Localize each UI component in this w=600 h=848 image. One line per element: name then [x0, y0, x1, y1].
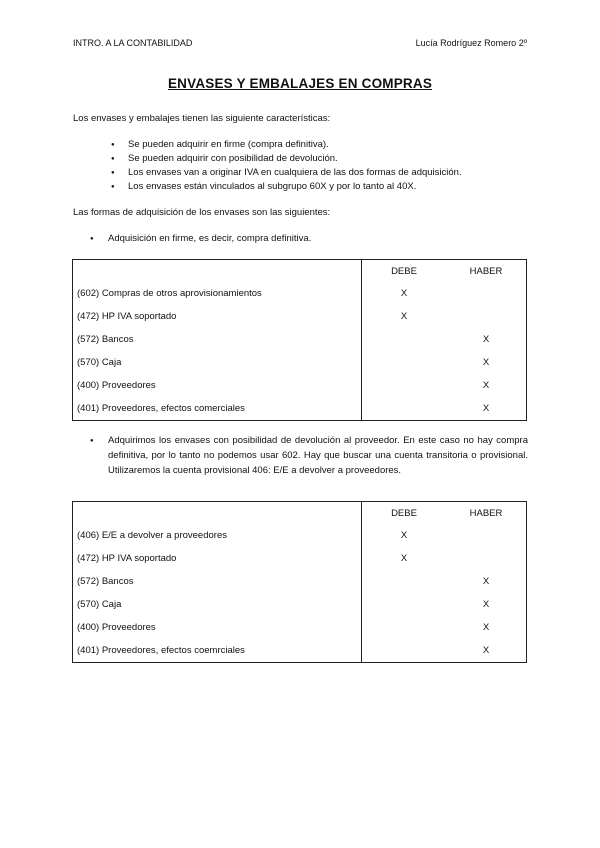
account-cell: (400) Proveedores	[73, 616, 362, 639]
debe-cell	[362, 593, 447, 616]
debe-cell	[362, 351, 447, 374]
account-cell: (602) Compras de otros aprovisionamientos	[73, 282, 362, 305]
debe-cell: X	[400, 553, 408, 564]
debe-cell	[362, 616, 447, 639]
table-header-row	[73, 502, 527, 525]
haber-cell: X	[482, 645, 490, 656]
features-list	[128, 138, 462, 194]
debe-cell: X	[400, 530, 408, 541]
debe-cell	[362, 374, 447, 397]
header-subject: INTRO. A LA CONTABILIDAD	[73, 38, 193, 48]
debe-cell: X	[400, 311, 408, 322]
table-row	[73, 547, 527, 570]
debe-cell	[362, 397, 447, 421]
account-cell: (401) Proveedores, efectos comerciales	[73, 397, 362, 421]
haber-cell: X	[482, 576, 490, 587]
account-cell: (400) Proveedores	[73, 374, 362, 397]
table-row	[73, 305, 527, 328]
debe-cell	[362, 570, 447, 593]
table-row	[73, 570, 527, 593]
page-title: ENVASES Y EMBALAJES EN COMPRAS	[167, 76, 433, 91]
haber-cell: X	[482, 380, 490, 391]
account-cell: (472) HP IVA soportado	[73, 547, 362, 570]
forms-intro-paragraph: Las formas de adquisición de los envases son las siguientes:	[73, 207, 331, 218]
debe-header: DEBE	[391, 265, 417, 277]
table-row	[73, 524, 527, 547]
accounting-table-2	[72, 501, 527, 663]
list-item: ● Se pueden adquirir en firme (compra definitiva).	[128, 138, 462, 152]
bullet-icon: ●	[90, 236, 94, 242]
accounting-table-1	[72, 259, 527, 421]
form1-text: Adquisición en firme, es decir, compra definitiva.	[108, 233, 312, 244]
list-item: ● Los envases van a originar IVA en cualquiera de las dos formas de adquisición.	[128, 166, 462, 180]
table-row	[73, 374, 527, 397]
account-cell: (572) Bancos	[73, 328, 362, 351]
haber-cell	[446, 524, 527, 547]
bullet-icon: ●	[90, 438, 94, 444]
haber-cell	[446, 282, 527, 305]
haber-header: HABER	[469, 265, 503, 277]
table-row	[73, 616, 527, 639]
debe-header: DEBE	[391, 507, 417, 519]
debe-cell: X	[400, 288, 408, 299]
haber-cell	[446, 305, 527, 328]
table-row	[73, 351, 527, 374]
haber-cell: X	[482, 334, 490, 345]
haber-cell: X	[482, 357, 490, 368]
debe-cell	[362, 328, 447, 351]
table-row	[73, 397, 527, 421]
haber-cell	[446, 547, 527, 570]
haber-cell: X	[482, 403, 490, 414]
form2-text: Adquirimos los envases con posibilidad de devolución al proveedor. En este caso no hay compra definitiva, por lo tanto no podemos usar 602. Hay que buscar una cuenta transitoria o provisional. Utilizaremos la cuenta provisional 406: E/E a devolver a proveedores.	[108, 435, 528, 476]
table-header-row	[73, 260, 527, 283]
debe-cell	[362, 639, 447, 663]
haber-header: HABER	[469, 507, 503, 519]
header-author: Lucía Rodríguez Romero 2º	[415, 38, 527, 48]
list-item: ● Los envases están vinculados al subgrupo 60X y por lo tanto al 40X.	[128, 180, 462, 194]
list-item: ● Se pueden adquirir con posibilidad de devolución.	[128, 152, 462, 166]
account-cell: (401) Proveedores, efectos coemrciales	[73, 639, 362, 663]
table-row	[73, 328, 527, 351]
table-row	[73, 282, 527, 305]
account-cell: (406) E/E a devolver a proveedores	[73, 524, 362, 547]
intro-paragraph: Los envases y embalajes tienen las siguiente características:	[73, 113, 331, 124]
account-cell: (570) Caja	[73, 593, 362, 616]
haber-cell: X	[482, 622, 490, 633]
haber-cell: X	[482, 599, 490, 610]
table-row	[73, 593, 527, 616]
account-cell: (472) HP IVA soportado	[73, 305, 362, 328]
table-row	[73, 639, 527, 663]
account-cell: (570) Caja	[73, 351, 362, 374]
account-cell: (572) Bancos	[73, 570, 362, 593]
